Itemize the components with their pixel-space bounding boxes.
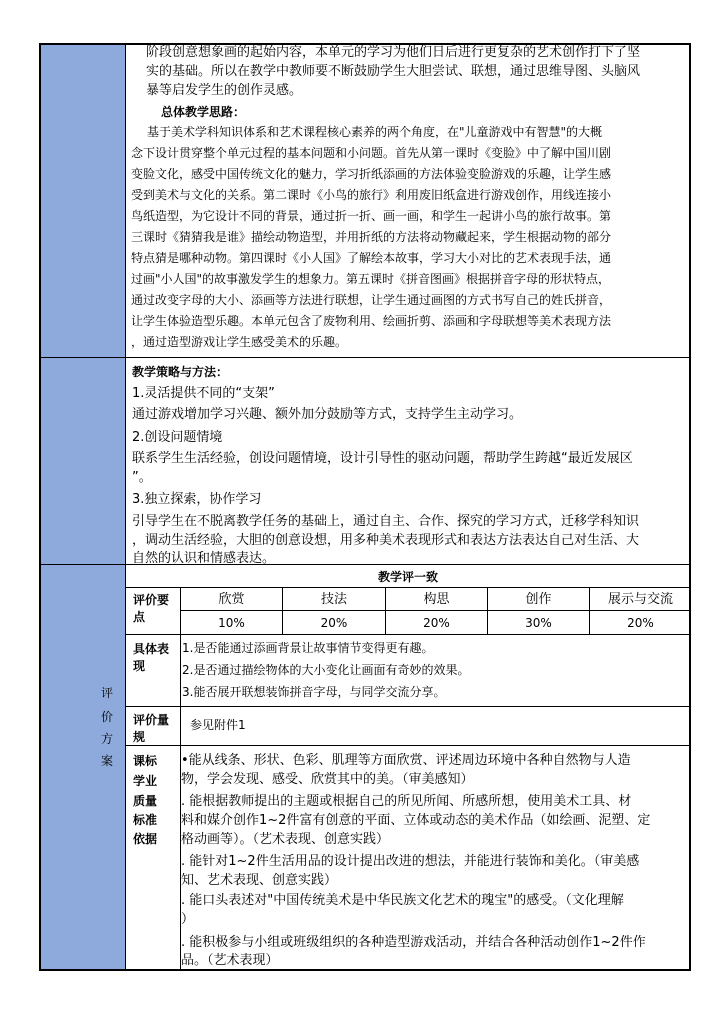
body-line: 受到美术与文化的关系。第二课时《小鸟的旅行》利用废旧纸盒进行游戏创作，用线连接小 <box>131 188 612 202</box>
side-column-divider <box>125 43 126 971</box>
eval-item-name: 技法 <box>320 592 347 607</box>
std-line: 料和媒介创作1~2件富有创意的平面、立体或动态的美术作品（如绘画、泥塑、定 <box>181 813 651 828</box>
eval-item-name: 创作 <box>525 592 552 607</box>
scale-label-line: 评价量 <box>133 713 170 727</box>
strategy-line: 引导学生在不脱离教学任务的基础上，通过自主、合作、探究的学习方式，迁移学科知识 <box>132 514 640 529</box>
section-heading: 总体教学思路： <box>161 105 246 119</box>
row-divider-1 <box>39 357 691 358</box>
strategy-line: 通过游戏增加学习兴趣、额外加分鼓励等方式，支持学生主动学习。 <box>132 407 523 422</box>
std-line: . 能根据教师提出的主题或根据自己的所见所闻、所感所想，使用美术工具、材 <box>181 794 632 809</box>
intro-line: 阶段创意想象画的起始内容，本单元的学习为他们日后进行更复杂的艺术创作打下了坚 <box>146 45 641 60</box>
eval-item-pct: 20% <box>320 616 348 630</box>
eval-item-pct: 10% <box>218 616 245 630</box>
intro-line: 暴等启发学生的创作灵感。 <box>146 83 303 98</box>
std-line: •能从线条、形状、色彩、肌理等方面欣赏、评述周边环境中各种自然物与人造 <box>181 753 631 768</box>
body-line: ，通过造型游戏让学生感受美术的乐趣。 <box>131 335 348 349</box>
side-label-char: 价 <box>100 710 113 724</box>
body-line: 鸟纸造型，为它设计不同的背景，通过折一折、画一画，和学生一起讲小鸟的旅行故事。第 <box>131 209 612 223</box>
perf-label-line: 现 <box>133 659 146 673</box>
perf-line: 3.能否展开联想装饰拼音字母，与同学交流分享。 <box>182 685 446 699</box>
eval-item-pct: 20% <box>423 616 450 630</box>
side-label-char: 案 <box>100 754 113 768</box>
body-line: 让学生体验造型乐趣。本单元包含了废物利用、绘画折剪、添画和字母联想等美术表现方法 <box>131 314 612 328</box>
eval-item-pct: 20% <box>627 616 654 630</box>
perf-label-line: 具体表 <box>133 642 170 656</box>
strategy-line: ，调动生活经验，大胆的创意设想，用多种美术表现形式和表达方法表达自己对生活、大 <box>132 533 640 548</box>
std-line: 品。（艺术表现） <box>181 953 279 968</box>
perf-line: 2.是否通过描绘物体的大小变化让画面有奇妙的效果。 <box>182 663 470 677</box>
scale-value: 参见附件1 <box>190 718 246 732</box>
std-line: ） <box>181 912 195 927</box>
std-label-line: 学业 <box>133 774 158 788</box>
std-line: . 能口头表述对"中国传统美术是中华民族文化艺术的瑰宝"的感受。（文化理解 <box>181 893 624 908</box>
perf-line: 1.是否能通过添画背景让故事情节变得更有趣。 <box>182 641 434 655</box>
strategy-line: 自然的认识和情感表达。 <box>132 551 276 566</box>
body-line: 基于美术学科知识体系和艺术课程核心素养的两个角度，在"儿童游戏中有智慧"的大概 <box>147 125 603 139</box>
grid-line <box>125 587 691 588</box>
table-title: 教学评一致 <box>377 570 438 584</box>
eval-label-line: 评价要 <box>133 593 170 607</box>
std-line: . 能针对1~2件生活用品的设计提出改进的想法，并能进行装饰和美化。（审美感 <box>181 854 640 869</box>
std-label-line: 课标 <box>133 754 158 768</box>
body-line: 三课时《猜猜我是谁》描绘动物造型，并用折纸的方法将动物藏起来，学生根据动物的部分 <box>131 230 612 244</box>
strategy-line: 联系学生生活经验，创设问题情境，设计引导性的驱动问题，帮助学生跨越“最近发展区 <box>132 451 633 466</box>
body-line: 念下设计贯穿整个单元过程的基本问题和小问题。首先从第一课时《变脸》中了解中国川剧 <box>131 146 612 160</box>
scale-label-line: 规 <box>133 730 146 744</box>
section-heading: 教学策略与方法： <box>132 365 229 379</box>
grid-line <box>180 610 691 611</box>
grid-line <box>125 745 691 746</box>
std-label-line: 依据 <box>133 832 158 846</box>
strategy-line: 3.独立探索，协作学习 <box>132 492 262 507</box>
eval-label-line: 点 <box>133 610 146 624</box>
strategy-line: ”。 <box>132 470 152 485</box>
body-line: 特点猜是哪种动物。第四课时《小人国》了解绘本故事，学习大小对比的艺术表现手法，通 <box>131 251 612 265</box>
body-line: 变脸文化，感受中国传统文化的魅力，学习折纸添画的方法体验变脸游戏的乐趣，让学生感 <box>131 167 612 181</box>
std-line: . 能积极参与小组或班级组织的各种造型游戏活动，并结合各种活动创作1~2件作 <box>181 935 646 950</box>
std-line: 知、艺术表现、创意实践） <box>181 873 338 888</box>
eval-item-name: 欣赏 <box>218 592 245 607</box>
body-line: 通过改变字母的大小、添画等方法进行联想，让学生通过画图的方式书写自己的姓氏拼音， <box>131 293 612 307</box>
grid-line <box>125 634 691 635</box>
strategy-line: 2.创设问题情境 <box>132 430 223 445</box>
strategy-line: 1.灵活提供不同的“支架” <box>132 386 275 401</box>
eval-item-pct: 30% <box>525 616 552 630</box>
side-label-char: 方 <box>100 732 113 746</box>
eval-item-name: 展示与交流 <box>607 592 673 607</box>
body-line: 过画"小人国"的故事激发学生的想象力。第五课时《拼音图画》根据拼音字母的形状特点， <box>131 272 611 286</box>
std-label-line: 质量 <box>133 794 158 808</box>
std-line: 格动画等）。（艺术表现、创意实践） <box>181 832 390 847</box>
eval-item-name: 构思 <box>423 592 450 607</box>
grid-line <box>125 706 691 707</box>
std-line: 物，学会发现、感受、欣赏其中的美。（审美感知） <box>181 772 474 787</box>
intro-line: 实的基础。所以在教学中教师要不断鼓励学生大胆尝试、联想，通过思维导图、头脑风 <box>146 64 641 79</box>
std-label-line: 标准 <box>133 813 158 827</box>
side-label-char: 评 <box>100 686 113 700</box>
